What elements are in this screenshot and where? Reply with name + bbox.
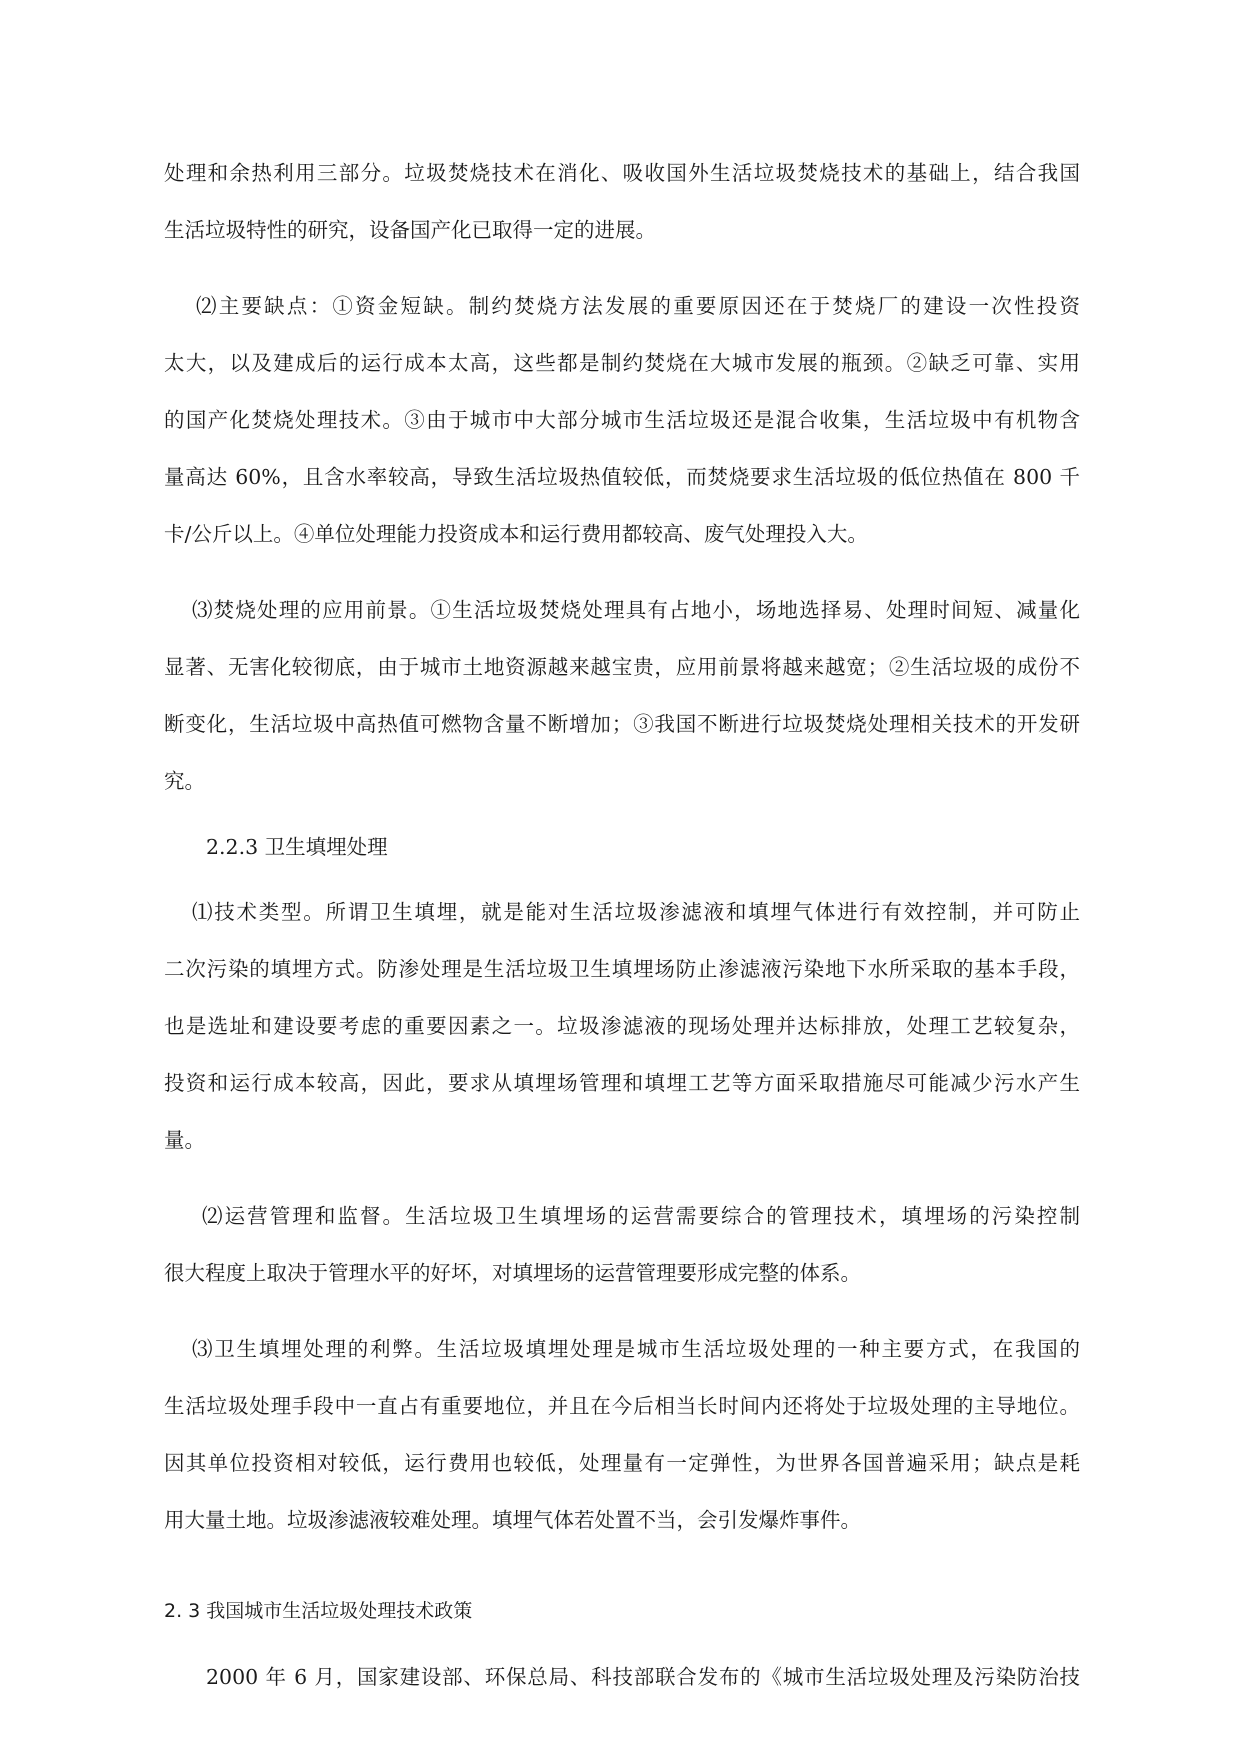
text-line-p6-l4: 用大量土地。垃圾渗滤液较难处理。填埋气体若处置不当，会引发爆炸事件。 xyxy=(164,1508,861,1532)
text-line-p4-l2: 二次污染的填埋方式。防渗处理是生活垃圾卫生填埋场防止渗滤液污染地下水所采取的基本手段， xyxy=(164,957,1080,981)
text-line-p6-l2: 生活垃圾处理手段中一直占有重要地位，并且在今后相当长时间内还将处于垃圾处理的主导地位。 xyxy=(164,1394,1080,1418)
text-line-p7-l1: 2000 年 6 月，国家建设部、环保总局、科技部联合发布的《城市生活垃圾处理及污染防治技 xyxy=(206,1665,1080,1689)
text-line-h-223: 2.2.3 卫生填埋处理 xyxy=(206,835,388,859)
text-line-p3-l3: 断变化，生活垃圾中高热值可燃物含量不断增加；③我国不断进行垃圾焚烧处理相关技术的开发研 xyxy=(164,712,1080,736)
text-line-p4-l4: 投资和运行成本较高，因此，要求从填埋场管理和填埋工艺等方面采取措施尽可能减少污水产生 xyxy=(164,1071,1080,1095)
text-line-p1-l2: 生活垃圾特性的研究，设备国产化已取得一定的进展。 xyxy=(164,218,656,242)
text-line-p3-l2: 显著、无害化较彻底，由于城市土地资源越来越宝贵，应用前景将越来越宽；②生活垃圾的成份不 xyxy=(164,655,1080,679)
text-line-p5-l2: 很大程度上取决于管理水平的好坏，对填埋场的运营管理要形成完整的体系。 xyxy=(164,1261,861,1285)
text-line-p6-l3: 因其单位投资相对较低，运行费用也较低，处理量有一定弹性，为世界各国普遍采用；缺点是耗 xyxy=(164,1451,1080,1475)
text-line-p4-l1: ⑴技术类型。所谓卫生填埋，就是能对生活垃圾渗滤液和填埋气体进行有效控制，并可防止 xyxy=(192,900,1080,924)
text-line-p4-l5: 量。 xyxy=(164,1128,205,1152)
text-line-p1-l1: 处理和余热利用三部分。垃圾焚烧技术在消化、吸收国外生活垃圾焚烧技术的基础上，结合我国 xyxy=(164,161,1080,185)
text-line-p2-l2: 太大，以及建成后的运行成本太高，这些都是制约焚烧在大城市发展的瓶颈。②缺乏可靠、实用 xyxy=(164,351,1080,375)
text-line-p6-l1: ⑶卫生填埋处理的利弊。生活垃圾填埋处理是城市生活垃圾处理的一种主要方式，在我国的 xyxy=(192,1337,1080,1361)
text-line-p3-l1: ⑶焚烧处理的应用前景。①生活垃圾焚烧处理具有占地小，场地选择易、处理时间短、减量化 xyxy=(192,598,1080,622)
text-line-p2-l4: 量高达 60%，且含水率较高，导致生活垃圾热值较低，而焚烧要求生活垃圾的低位热值在 800 千 xyxy=(164,465,1080,489)
text-line-p2-l1: ⑵主要缺点：①资金短缺。制约焚烧方法发展的重要原因还在于焚烧厂的建设一次性投资 xyxy=(196,294,1080,318)
text-line-p3-l4: 究。 xyxy=(164,769,205,793)
text-line-p2-l3: 的国产化焚烧处理技术。③由于城市中大部分城市生活垃圾还是混合收集，生活垃圾中有机物含 xyxy=(164,408,1080,432)
text-line-h-23: 2. 3 我国城市生活垃圾处理技术政策 xyxy=(164,1600,473,1622)
text-line-p2-l5: 卡/公斤以上。④单位处理能力投资成本和运行费用都较高、废气处理投入大。 xyxy=(164,522,868,546)
text-line-p4-l3: 也是选址和建设要考虑的重要因素之一。垃圾渗滤液的现场处理并达标排放，处理工艺较复杂， xyxy=(164,1014,1080,1038)
text-line-p5-l1: ⑵运营管理和监督。生活垃圾卫生填埋场的运营需要综合的管理技术，填埋场的污染控制 xyxy=(202,1204,1080,1228)
